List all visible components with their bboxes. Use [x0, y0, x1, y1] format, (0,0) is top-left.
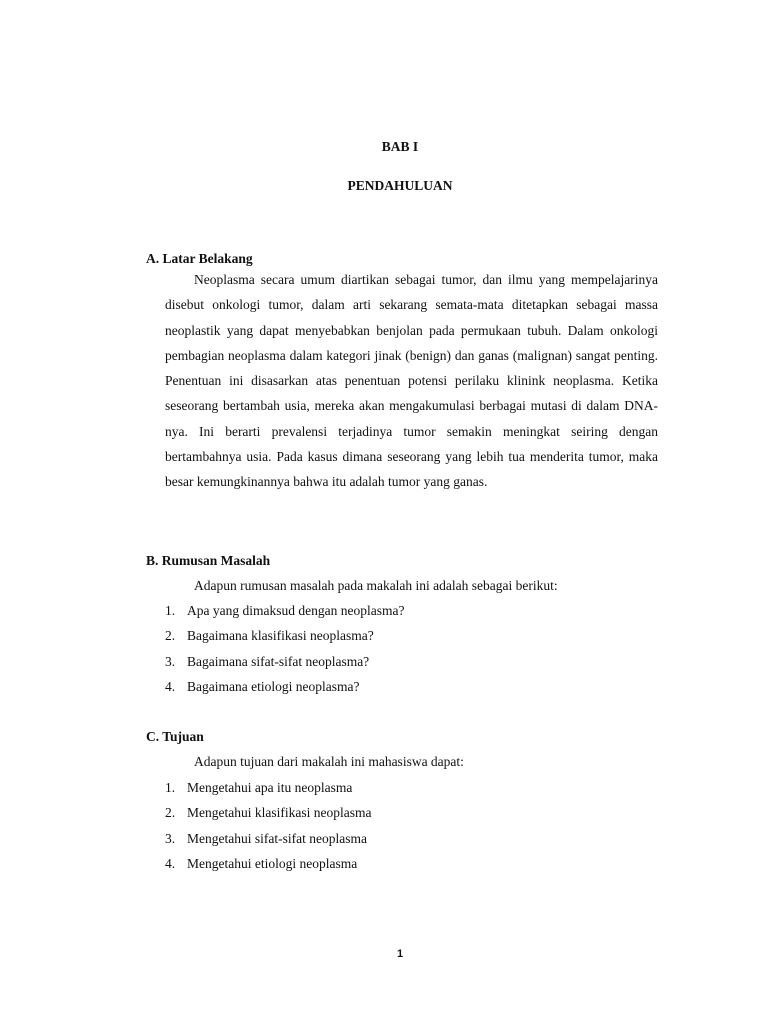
list-number: 4. — [165, 679, 176, 695]
list-item — [165, 601, 404, 626]
list-number: 1. — [165, 780, 176, 795]
section-b-intro: Adapun rumusan masalah pada makalah ini adalah sebagai berikut: — [194, 578, 558, 593]
list-item — [165, 854, 371, 879]
list-item — [165, 677, 404, 702]
list-number: 2. — [165, 805, 176, 821]
section-b-heading: B. Rumusan Masalah — [146, 553, 271, 568]
list-number: 1. — [165, 603, 176, 618]
chapter-title: PENDAHULUAN — [347, 178, 453, 193]
section-a-heading: A. Latar Belakang — [146, 251, 253, 266]
section-b-list — [165, 601, 404, 703]
list-number: 3. — [165, 830, 176, 846]
list-number: 4. — [165, 856, 176, 872]
section-c-list — [165, 778, 371, 880]
section-c-intro: Adapun tujuan dari makalah ini mahasiswa dapat: — [194, 754, 464, 769]
chapter-number: BAB I — [381, 139, 419, 154]
list-text: Bagaimana sifat-sifat neoplasma? — [187, 653, 370, 669]
list-item — [165, 652, 404, 677]
list-item — [165, 626, 404, 651]
section-c-heading: C. Tujuan — [146, 729, 204, 744]
list-item — [165, 829, 371, 854]
list-text: Bagaimana etiologi neoplasma? — [187, 679, 360, 695]
list-text: Bagaimana klasifikasi neoplasma? — [187, 628, 374, 644]
list-text: Mengetahui apa itu neoplasma — [187, 780, 353, 795]
list-text: Apa yang dimaksud dengan neoplasma? — [187, 603, 405, 618]
section-a-paragraph: Neoplasma secara umum diartikan sebagai tumor, dan ilmu yang mempelajarinya disebut onkologi tumor, dalam arti sekarang semata-mata ditetapkan sebagai massa neoplastik yang dapat menyebabkan benjolan pada permukaan tubuh. Dalam onkologi pembagian neoplasma dalam kategori jinak (benign) dan ganas (malignan) sangat penting. Penentuan ini disasarkan atas penentuan potensi perilaku klinink neoplasma. Ketika seseorang bertambah usia, mereka akan mengakumulasi berbagai mutasi di dalam DNA-nya. Ini berarti prevalensi terjadinya tumor semakin meningkat seiring dengan bertambahnya usia. Pada kasus dimana seseorang yang lebih tua menderita tumor, maka besar kemungkinannya bahwa itu adalah tumor yang ganas. — [165, 272, 658, 490]
list-text: Mengetahui etiologi neoplasma — [187, 856, 358, 872]
list-text: Mengetahui sifat-sifat neoplasma — [187, 830, 367, 846]
list-item — [165, 803, 371, 828]
list-number: 2. — [165, 628, 176, 644]
page-number: 1 — [396, 948, 404, 960]
list-item — [165, 778, 371, 803]
list-number: 3. — [165, 653, 176, 669]
list-text: Mengetahui klasifikasi neoplasma — [187, 805, 372, 821]
